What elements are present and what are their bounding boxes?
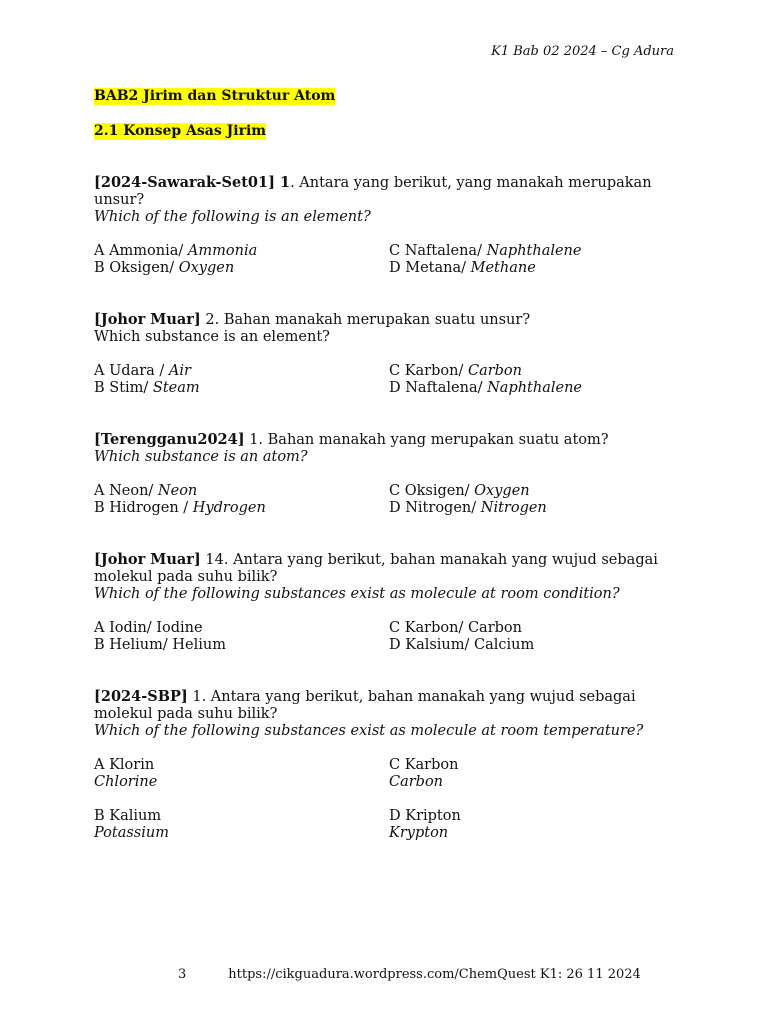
option-d-english: Krypton <box>389 825 449 841</box>
question-block <box>94 688 684 842</box>
question-english: Which substance is an atom? <box>94 449 308 465</box>
question-block <box>94 311 684 397</box>
question-block <box>94 551 684 654</box>
option-c-english: Carbon <box>389 774 444 790</box>
options <box>94 243 684 277</box>
question-tag: [2024-SBP] <box>94 688 188 705</box>
option-b-english: Potassium <box>94 825 169 841</box>
options <box>94 620 684 654</box>
option-d: D Naftalena/ Naphthalene <box>389 380 583 396</box>
option-b: B Stim/ Steam <box>94 380 200 396</box>
question-tag: [2024-Sawarak-Set01] 1 <box>94 174 291 191</box>
options <box>94 363 684 397</box>
question-tag: [Johor Muar] <box>94 551 201 568</box>
option-a: A Klorin <box>94 757 155 773</box>
option-a: A Neon/ Neon <box>94 483 198 499</box>
footer-url: https://cikguadura.wordpress.com/ChemQuest K1: 26 11 2024 <box>228 967 641 982</box>
option-a: A Ammonia/ Ammonia <box>94 243 258 259</box>
question-english: Which substance is an element? <box>94 329 330 345</box>
option-c: C Karbon/ Carbon <box>389 363 522 379</box>
option-d: D Nitrogen/ Nitrogen <box>389 500 547 516</box>
option-a: A Udara / Air <box>94 363 191 379</box>
question-block <box>94 431 684 517</box>
option-b: B Helium/ Helium <box>94 637 226 653</box>
page-number: 3 <box>178 967 187 982</box>
question-english: Which of the following substances exist as molecule at room temperature? <box>94 723 644 739</box>
section-title: 2.1 Konsep Asas Jirim <box>94 123 267 139</box>
option-a: A Iodin/ Iodine <box>94 620 203 636</box>
option-d: D Kalsium/ Calcium <box>389 637 535 653</box>
chapter-title: BAB2 Jirim dan Struktur Atom <box>94 88 336 104</box>
question-english: Which of the following substances exist as molecule at room condition? <box>94 586 620 602</box>
question-text: [2024-Sawarak-Set01] 1. Antara yang berikut, yang manakah merupakan unsur? <box>94 174 652 208</box>
question-block <box>94 174 684 277</box>
question-text: [Johor Muar] 14. Antara yang berikut, bahan manakah yang wujud sebagai molekul pada suhu bilik? <box>94 551 658 585</box>
option-b: B Hidrogen / Hydrogen <box>94 500 266 516</box>
page-header: K1 Bab 02 2024 – Cg Adura <box>491 44 674 59</box>
question-tag: [Terengganu2024] <box>94 431 245 448</box>
question-text: [Johor Muar] 2. Bahan manakah merupakan suatu unsur? <box>94 311 531 328</box>
option-b: B Kalium <box>94 808 162 824</box>
option-c: C Karbon/ Carbon <box>389 620 522 636</box>
options <box>94 483 684 517</box>
option-c: C Karbon <box>389 757 459 773</box>
question-text: [2024-SBP] 1. Antara yang berikut, bahan manakah yang wujud sebagai molekul pada suhu bilik? <box>94 688 636 722</box>
question-tag: [Johor Muar] <box>94 311 201 328</box>
option-d: D Kripton <box>389 808 461 824</box>
option-b: B Oksigen/ Oxygen <box>94 260 235 276</box>
option-c: C Naftalena/ Naphthalene <box>389 243 582 259</box>
question-english: Which of the following is an element? <box>94 209 371 225</box>
option-c: C Oksigen/ Oxygen <box>389 483 530 499</box>
option-a-english: Chlorine <box>94 774 158 790</box>
page-footer <box>178 966 641 983</box>
question-text: [Terengganu2024] 1. Bahan manakah yang merupakan suatu atom? <box>94 431 609 448</box>
options <box>94 757 684 842</box>
option-d: D Metana/ Methane <box>389 260 536 276</box>
